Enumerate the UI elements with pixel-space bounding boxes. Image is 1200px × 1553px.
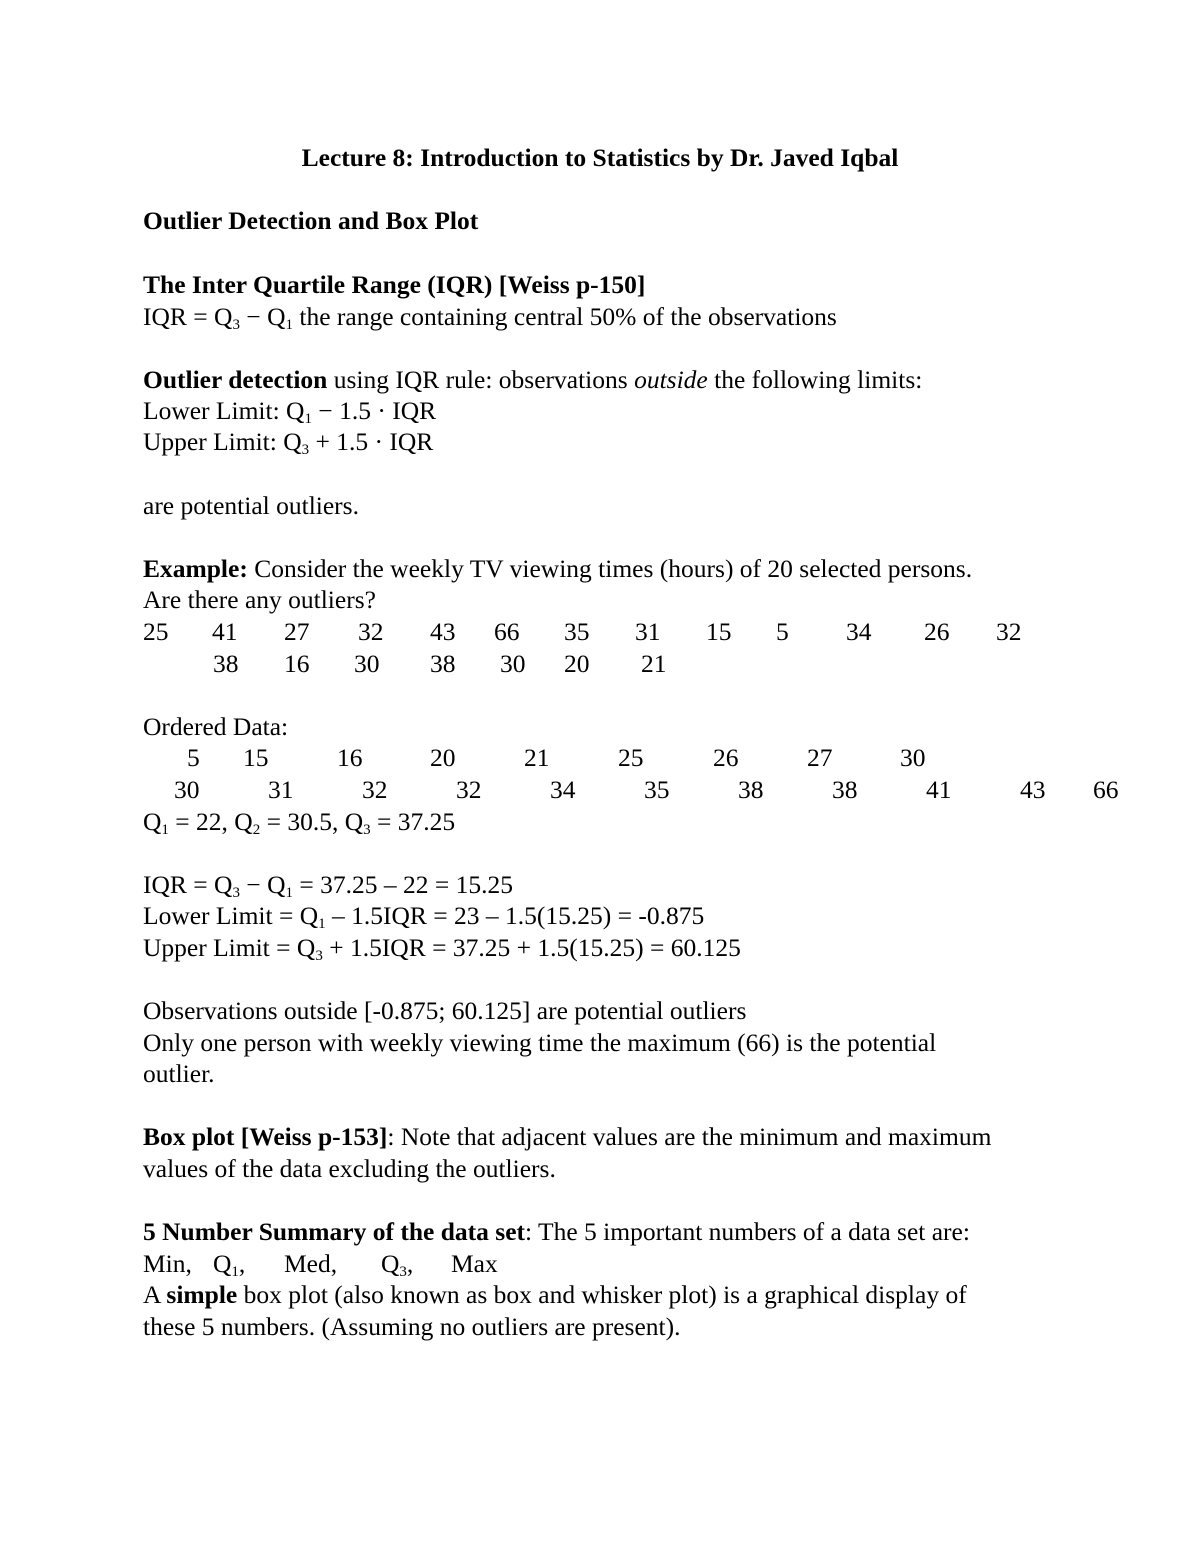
potential-outlier-line-2: outlier. <box>143 1059 215 1088</box>
summary-med: Med, <box>284 1249 338 1278</box>
ordered-value: 5 <box>187 743 200 772</box>
data-value: 32 <box>358 617 384 646</box>
iqr-definition: IQR = $Q_3 - Q_1$ the range containing central 50% of the observations <box>143 302 837 333</box>
ordered-value: 41 <box>926 775 952 804</box>
ordered-value: 25 <box>618 743 644 772</box>
ordered-value: 32 <box>456 775 482 804</box>
data-value: 20 <box>564 649 590 678</box>
rule-upper-limit: Upper Limit: $Q_3 + 1.5$ · IQR <box>143 427 434 458</box>
data-value: 15 <box>706 617 732 646</box>
iqr-heading: The Inter Quartile Range (IQR) [Weiss p-150] <box>143 270 646 299</box>
ordered-value: 30 <box>900 743 926 772</box>
ordered-data-label: Ordered Data: <box>143 712 289 741</box>
ordered-data-row-1 <box>0 742 1200 774</box>
ordered-value: 30 <box>174 775 200 804</box>
five-number-list <box>0 1248 1200 1280</box>
iqr-calculation: IQR = $Q_3 - Q_1 = 37.25 - 22 = 15.25$ <box>143 870 514 901</box>
data-value: 16 <box>284 649 310 678</box>
data-value: 27 <box>284 617 310 646</box>
data-value: 38 <box>430 649 456 678</box>
ordered-value: 35 <box>644 775 670 804</box>
ordered-value: 20 <box>430 743 456 772</box>
ordered-value: 32 <box>362 775 388 804</box>
simple-box-plot-line-1: A simple box plot (also known as box and whisker plot) is a graphical display of <box>143 1280 967 1309</box>
box-plot-note-line-1: Box plot [Weiss p-153]: Note that adjacent values are the minimum and maximum <box>143 1122 992 1151</box>
lower-limit-calculation: Lower Limit = $Q_1 - 1.5IQR = 23 - 1.5(15.25) = -0.875$ <box>143 901 705 932</box>
ordered-value: 15 <box>243 743 269 772</box>
ordered-value: 26 <box>713 743 739 772</box>
summary-max: Max <box>451 1249 498 1278</box>
summary-q1: $Q_1$, <box>213 1249 246 1280</box>
data-value: 32 <box>996 617 1022 646</box>
quartile-values: $Q_1 = 22$, $Q_2 = 30.5$, $Q_3 = 37.25$ <box>143 807 456 838</box>
data-value: 31 <box>635 617 661 646</box>
data-value: 26 <box>924 617 950 646</box>
potential-outlier-line-1: Only one person with weekly viewing time the maximum (66) is the potential <box>143 1028 937 1057</box>
data-value: 5 <box>776 617 789 646</box>
rule-lower-limit: Lower Limit: $Q_1 - 1.5$ · IQR <box>143 396 437 427</box>
ordered-value: 31 <box>268 775 294 804</box>
ordered-value: 66 <box>1093 775 1119 804</box>
outlier-rule: Outlier detection using IQR rule: observations outside the following limits: <box>143 365 923 394</box>
section-heading: Outlier Detection and Box Plot <box>143 206 479 235</box>
data-value: 66 <box>494 617 520 646</box>
example-intro: Example: Consider the weekly TV viewing times (hours) of 20 selected persons. <box>143 554 973 583</box>
rule-conclusion: are potential outliers. <box>143 491 359 520</box>
data-value: 35 <box>564 617 590 646</box>
ordered-data-row-2 <box>0 774 1200 806</box>
page-title: Lecture 8: Introduction to Statistics by Dr. Javed Iqbal <box>301 143 899 172</box>
ordered-value: 16 <box>337 743 363 772</box>
data-value: 43 <box>430 617 456 646</box>
upper-limit-calculation: Upper Limit = $Q_3 + 1.5IQR = 37.25 + 1.5(15.25) = 60.125$ <box>143 933 741 964</box>
data-value: 38 <box>213 649 239 678</box>
summary-min: Min, <box>143 1249 192 1278</box>
raw-data-row-1 <box>0 616 1200 648</box>
data-value: 34 <box>846 617 872 646</box>
ordered-value: 34 <box>550 775 576 804</box>
ordered-value: 21 <box>524 743 550 772</box>
raw-data-row-2 <box>0 648 1200 680</box>
data-value: 30 <box>354 649 380 678</box>
box-plot-note-line-2: values of the data excluding the outliers. <box>143 1154 556 1183</box>
data-value: 30 <box>500 649 526 678</box>
summary-q3: $Q_3$, <box>381 1249 414 1280</box>
data-value: 21 <box>641 649 667 678</box>
ordered-value: 27 <box>807 743 833 772</box>
ordered-value: 38 <box>738 775 764 804</box>
example-question: Are there any outliers? <box>143 585 376 614</box>
five-number-summary-heading: 5 Number Summary of the data set: The 5 important numbers of a data set are: <box>143 1217 970 1246</box>
data-value: 41 <box>212 617 238 646</box>
ordered-value: 43 <box>1020 775 1046 804</box>
data-value: 25 <box>143 617 169 646</box>
simple-box-plot-line-2: these 5 numbers. (Assuming no outliers are present). <box>143 1312 681 1341</box>
ordered-value: 38 <box>832 775 858 804</box>
outside-statement: Observations outside [-0.875; 60.125] are potential outliers <box>143 996 747 1025</box>
